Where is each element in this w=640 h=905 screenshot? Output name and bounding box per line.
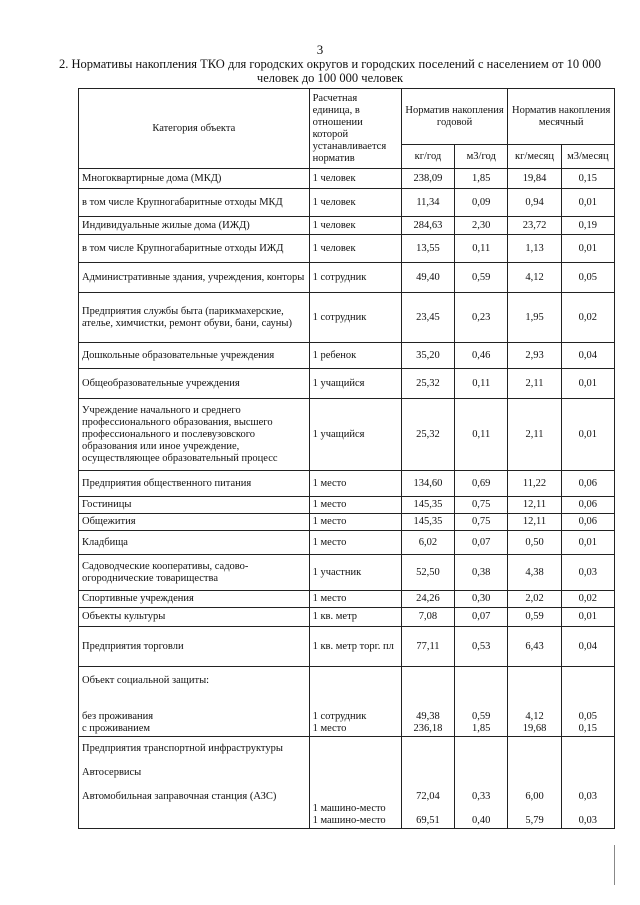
row-kg-month: 0,59 xyxy=(508,608,561,627)
row-m3-year: 0,11 xyxy=(455,399,508,471)
row-unit: 1 участник xyxy=(309,555,401,591)
row-m3-year: 0,75 xyxy=(455,497,508,514)
social-protection-heading: Объект социальной защиты: xyxy=(82,675,210,686)
row-kg-month: 4,12 xyxy=(508,263,561,293)
row-kg-year: 7,08 xyxy=(401,608,454,627)
row-kg-month: 2,93 xyxy=(508,343,561,369)
row-kg-year: 24,26 xyxy=(401,591,454,608)
table-row xyxy=(79,555,615,591)
header-m3-month: м3/месяц xyxy=(561,145,614,169)
row-kg-month: 2,11 xyxy=(508,399,561,471)
social-row1-kg-year: 49,38 xyxy=(416,711,440,722)
row-kg-year: 23,45 xyxy=(401,293,454,343)
transport-row1-unit: 1 машино-место xyxy=(312,803,386,814)
row-m3-month: 0,01 xyxy=(561,608,614,627)
row-m3-year: 0,07 xyxy=(455,531,508,555)
social-row1-m3-month: 0,05 xyxy=(578,711,598,722)
social-row2-category: с проживанием xyxy=(82,723,151,734)
row-category: Предприятия торговли xyxy=(79,627,310,667)
row-unit: 1 кв. метр xyxy=(309,608,401,627)
header-kg-month: кг/месяц xyxy=(508,145,561,169)
row-kg-year: 25,32 xyxy=(401,399,454,471)
row-kg-month: 1,13 xyxy=(508,235,561,263)
transport-row1-kg-year: 72,04 xyxy=(416,791,440,802)
row-category: Предприятия общественного питания xyxy=(79,471,310,497)
row-unit: 1 место xyxy=(309,591,401,608)
table-row xyxy=(79,399,615,471)
table-row xyxy=(79,514,615,531)
transport-row2-kg-year: 69,51 xyxy=(416,815,440,826)
row-m3-month: 0,01 xyxy=(561,399,614,471)
row-m3-year: 0,46 xyxy=(455,343,508,369)
row-unit: 1 учащийся xyxy=(309,369,401,399)
row-kg-year: 145,35 xyxy=(401,497,454,514)
social-row1-kg-month: 4,12 xyxy=(525,711,544,722)
row-unit: 1 ребенок xyxy=(309,343,401,369)
row-unit: 1 сотрудник xyxy=(309,263,401,293)
row-kg-month: 19,84 xyxy=(508,169,561,189)
row-category: Объекты культуры xyxy=(79,608,310,627)
row-category: Учреждение начального и среднего профессионального образования, высшего профессионального и послевузовского образования или иное учреждение, осуществляющее образовательный процесс xyxy=(79,399,310,471)
row-unit: 1 человек xyxy=(309,189,401,217)
row-kg-year: 145,35 xyxy=(401,514,454,531)
row-category: Административные здания, учреждения, конторы xyxy=(79,263,310,293)
row-kg-year: 13,55 xyxy=(401,235,454,263)
row-unit: 1 место xyxy=(309,497,401,514)
row-m3-year: 0,11 xyxy=(455,369,508,399)
row-unit: 1 место xyxy=(309,514,401,531)
row-kg-year: 25,32 xyxy=(401,369,454,399)
row-unit: 1 человек xyxy=(309,217,401,235)
row-m3-month: 0,04 xyxy=(561,627,614,667)
row-m3-month: 0,06 xyxy=(561,471,614,497)
social-row1-unit: 1 сотрудник xyxy=(312,711,367,722)
table-row xyxy=(79,263,615,293)
row-m3-month: 0,06 xyxy=(561,514,614,531)
social-row2-kg-year: 236,18 xyxy=(413,723,443,734)
row-kg-month: 2,11 xyxy=(508,369,561,399)
row-m3-year: 1,85 xyxy=(455,169,508,189)
social-row2-unit: 1 место xyxy=(312,723,347,734)
transport-row1-m3-month: 0,03 xyxy=(578,791,598,802)
row-m3-year: 0,07 xyxy=(455,608,508,627)
row-category: Спортивные учреждения xyxy=(79,591,310,608)
row-m3-year: 2,30 xyxy=(455,217,508,235)
page-number: 3 xyxy=(316,42,324,57)
table-row xyxy=(79,591,615,608)
transport-row2-category: Автомобильная заправочная станция (АЗС) xyxy=(82,791,277,802)
row-m3-month: 0,04 xyxy=(561,343,614,369)
transport-row xyxy=(79,737,615,829)
row-m3-month: 0,15 xyxy=(561,169,614,189)
row-m3-month: 0,01 xyxy=(561,531,614,555)
table-row xyxy=(79,189,615,217)
social-protection-row xyxy=(79,667,615,737)
row-category: Дошкольные образовательные учреждения xyxy=(79,343,310,369)
table-row xyxy=(79,235,615,263)
row-category: Гостиницы xyxy=(79,497,310,514)
row-unit: 1 место xyxy=(309,531,401,555)
row-kg-year: 238,09 xyxy=(401,169,454,189)
transport-row2-m3-month: 0,03 xyxy=(578,815,598,826)
row-kg-year: 6,02 xyxy=(401,531,454,555)
table-row xyxy=(79,608,615,627)
transport-row1-m3-year: 0,33 xyxy=(472,791,491,802)
row-kg-month: 0,50 xyxy=(508,531,561,555)
table-row xyxy=(79,217,615,235)
row-kg-year: 35,20 xyxy=(401,343,454,369)
row-m3-year: 0,59 xyxy=(455,263,508,293)
row-kg-month: 2,02 xyxy=(508,591,561,608)
row-unit: 1 человек xyxy=(309,235,401,263)
row-kg-year: 52,50 xyxy=(401,555,454,591)
norms-table xyxy=(78,88,615,829)
row-kg-year: 49,40 xyxy=(401,263,454,293)
transport-row2-m3-year: 0,40 xyxy=(472,815,491,826)
table-row xyxy=(79,627,615,667)
row-kg-year: 77,11 xyxy=(401,627,454,667)
row-m3-month: 0,06 xyxy=(561,497,614,514)
table-row xyxy=(79,497,615,514)
transport-row2-kg-month: 5,79 xyxy=(525,815,544,826)
row-category: Садоводческие кооперативы, садово- огороднические товарищества xyxy=(79,555,310,591)
row-m3-year: 0,75 xyxy=(455,514,508,531)
table-row xyxy=(79,369,615,399)
row-category: Кладбища xyxy=(79,531,310,555)
row-category: Предприятия службы быта (парикмахерские, ателье, химчистки, ремонт обуви, бани, сауны) xyxy=(79,293,310,343)
social-row2-kg-month: 19,68 xyxy=(522,723,547,734)
row-m3-month: 0,02 xyxy=(561,591,614,608)
row-m3-year: 0,69 xyxy=(455,471,508,497)
header-annual: Норматив накопления годовой xyxy=(401,89,508,145)
row-kg-month: 12,11 xyxy=(508,514,561,531)
row-m3-year: 0,53 xyxy=(455,627,508,667)
transport-row1-kg-month: 6,00 xyxy=(525,791,544,802)
table-row xyxy=(79,471,615,497)
header-kg-year: кг/год xyxy=(401,145,454,169)
row-kg-month: 1,95 xyxy=(508,293,561,343)
row-unit: 1 место xyxy=(309,471,401,497)
row-m3-year: 0,09 xyxy=(455,189,508,217)
row-category: Индивидуальные жилые дома (ИЖД) xyxy=(79,217,310,235)
row-category: Многоквартирные дома (МКД) xyxy=(79,169,310,189)
transport-row1-category: Автосервисы xyxy=(82,767,142,778)
transport-heading: Предприятия транспортной инфраструктуры xyxy=(82,743,283,754)
transport-row2-unit: 1 машино-место xyxy=(312,815,386,826)
row-category: Общежития xyxy=(79,514,310,531)
row-m3-month: 0,01 xyxy=(561,369,614,399)
row-m3-year: 0,23 xyxy=(455,293,508,343)
social-row1-m3-year: 0,59 xyxy=(472,711,491,722)
table-row xyxy=(79,169,615,189)
header-unit: Расчетная единица, в отношении которой устанавливается норматив xyxy=(309,89,401,169)
row-m3-year: 0,30 xyxy=(455,591,508,608)
table-row xyxy=(79,343,615,369)
row-unit: 1 учащийся xyxy=(309,399,401,471)
row-unit: 1 сотрудник xyxy=(309,293,401,343)
social-row2-m3-year: 1,85 xyxy=(472,723,491,734)
row-kg-month: 4,38 xyxy=(508,555,561,591)
row-category: в том числе Крупногабаритные отходы МКД xyxy=(79,189,310,217)
social-row1-category: без проживания xyxy=(82,711,154,722)
row-unit: 1 кв. метр торг. пл xyxy=(309,627,401,667)
row-kg-month: 11,22 xyxy=(508,471,561,497)
row-m3-month: 0,05 xyxy=(561,263,614,293)
row-m3-year: 0,11 xyxy=(455,235,508,263)
row-kg-month: 23,72 xyxy=(508,217,561,235)
table-row xyxy=(79,531,615,555)
row-kg-month: 0,94 xyxy=(508,189,561,217)
row-kg-year: 134,60 xyxy=(401,471,454,497)
row-kg-year: 11,34 xyxy=(401,189,454,217)
row-kg-year: 284,63 xyxy=(401,217,454,235)
row-category: Общеобразовательные учреждения xyxy=(79,369,310,399)
table-row xyxy=(79,293,615,343)
row-category: в том числе Крупногабаритные отходы ИЖД xyxy=(79,235,310,263)
row-m3-month: 0,19 xyxy=(561,217,614,235)
social-row2-m3-month: 0,15 xyxy=(578,723,598,734)
row-m3-month: 0,01 xyxy=(561,235,614,263)
header-monthly: Норматив накопления месячный xyxy=(508,89,615,145)
row-kg-month: 6,43 xyxy=(508,627,561,667)
row-m3-month: 0,03 xyxy=(561,555,614,591)
row-m3-year: 0,38 xyxy=(455,555,508,591)
scan-margin-mark xyxy=(614,845,615,885)
row-m3-month: 0,01 xyxy=(561,189,614,217)
row-unit: 1 человек xyxy=(309,169,401,189)
row-m3-month: 0,02 xyxy=(561,293,614,343)
header-m3-year: м3/год xyxy=(455,145,508,169)
row-kg-month: 12,11 xyxy=(508,497,561,514)
document-title: 2. Нормативы накопления ТКО для городских округов и городских поселений с населением от 10 000 человек до 100 000 человек xyxy=(59,57,601,85)
header-category: Категория объекта xyxy=(79,89,310,169)
